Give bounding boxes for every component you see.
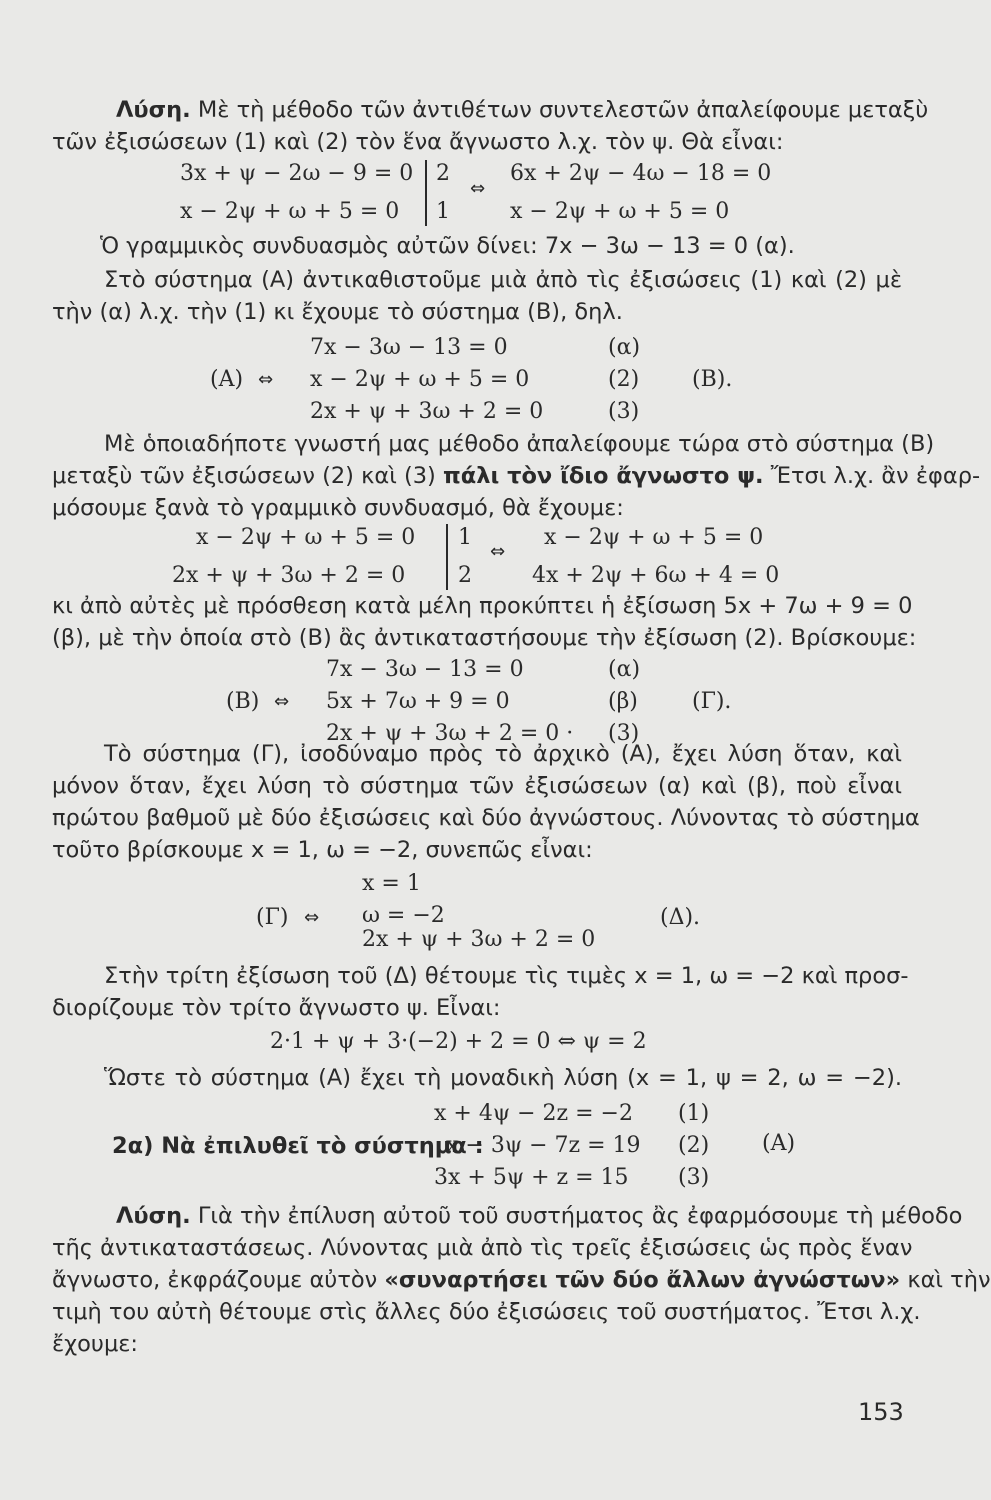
text-line: τιμὴ του αὐτὴ θέτουμε στὶς ἄλλες δύο ἐξισώσεις τοῦ συστήματος. Ἔτσι λ.χ. bbox=[52, 1299, 921, 1325]
equation: x − 3ψ − 7z = 19 bbox=[446, 1133, 641, 1158]
equation: 7x − 3ω − 13 = 0 bbox=[326, 657, 524, 682]
equation-tag: (3) bbox=[678, 1165, 710, 1190]
text-line: τοῦτο βρίσκουμε x = 1, ω = −2, συνεπῶς εἶναι: bbox=[52, 837, 593, 863]
equation-tag: (1) bbox=[678, 1101, 710, 1126]
text-span: Μὲ τὴ μέθοδο τῶν ἀντιθέτων συντελεστῶν ἀπαλείφουμε μεταξὺ bbox=[197, 97, 929, 123]
text-line bbox=[116, 96, 929, 124]
equation: x − 2ψ + ω + 5 = 0 bbox=[180, 199, 400, 224]
text-line: μόσουμε ξανὰ τὸ γραμμικὸ συνδυασμό, θὰ ἔχουμε: bbox=[52, 495, 624, 521]
bold-text: πάλι τὸν ἴδιο ἄγνωστο ψ. bbox=[443, 463, 764, 489]
solution-label: Λύση. bbox=[116, 97, 191, 123]
text-span: μεταξὺ τῶν ἐξισώσεων (2) καὶ (3) bbox=[52, 463, 436, 489]
equivalence-arrow: ⇔ bbox=[470, 178, 486, 199]
multiplier: 2 bbox=[458, 563, 472, 588]
system-label: (Δ). bbox=[660, 905, 701, 930]
system-label: (Γ) bbox=[256, 905, 289, 930]
equation: 4x + 2ψ + 6ω + 4 = 0 bbox=[532, 563, 780, 588]
equation: 5x + 7ω + 9 = 0 bbox=[326, 689, 510, 714]
equation: x − 2ψ + ω + 5 = 0 bbox=[310, 367, 530, 392]
system-label: (Β). bbox=[692, 367, 733, 392]
text-span: καὶ τὴν bbox=[907, 1267, 991, 1293]
text-span: ἄγνωστο, ἐκφράζουμε αὐτὸν bbox=[52, 1267, 378, 1293]
text-span: Γιὰ τὴν ἐπίλυση αὐτοῦ τοῦ συστήματος ἂς ἐφαρμόσουμε τὴ μέθοδο bbox=[197, 1203, 963, 1229]
text-line: Μὲ ὁποιαδήποτε γνωστή μας μέθοδο ἀπαλείφουμε τώρα στὸ σύστημα (Β) bbox=[104, 431, 935, 457]
text-line: κι ἀπὸ αὐτὲς μὲ πρόσθεση κατὰ μέλη προκύπτει ἡ ἐξίσωση 5x + 7ω + 9 = 0 bbox=[52, 593, 913, 619]
equation: ω = −2 bbox=[362, 903, 445, 928]
equation: 2x + ψ + 3ω + 2 = 0 bbox=[362, 927, 596, 952]
equation: x − 2ψ + ω + 5 = 0 bbox=[544, 525, 764, 550]
text-line: ἔχουμε: bbox=[52, 1331, 139, 1357]
equation: 3x + ψ − 2ω − 9 = 0 bbox=[180, 161, 414, 186]
equation: 2x + ψ + 3ω + 2 = 0 bbox=[172, 563, 406, 588]
system-label: (Α) bbox=[210, 367, 244, 392]
equation: 2x + ψ + 3ω + 2 = 0 bbox=[310, 399, 544, 424]
text-line bbox=[52, 462, 981, 490]
text-line: (β), μὲ τὴν ὁποία στὸ (Β) ἂς ἀντικαταστήσουμε τὴν ἐξίσωση (2). Βρίσκουμε: bbox=[52, 625, 917, 651]
equation-tag: (3) bbox=[608, 721, 640, 746]
text-line: διορίζουμε τὸν τρίτο ἄγνωστο ψ. Εἶναι: bbox=[52, 995, 501, 1021]
multiplier: 2 bbox=[436, 161, 450, 186]
equivalence-arrow: ⇔ bbox=[274, 691, 290, 712]
equation-tag: (β) bbox=[608, 689, 638, 714]
text-line bbox=[52, 1266, 991, 1294]
text-span: Ἔτσι λ.χ. ἂν ἐφαρ- bbox=[770, 463, 981, 489]
text-line bbox=[116, 1202, 963, 1230]
separator-bar bbox=[425, 160, 427, 226]
system-label: (Γ). bbox=[692, 689, 732, 714]
multiplier: 1 bbox=[458, 525, 472, 550]
multiplier: 1 bbox=[436, 199, 450, 224]
text-line: Στὴν τρίτη ἐξίσωση τοῦ (Δ) θέτουμε τὶς τιμὲς x = 1, ω = −2 καὶ προσ- bbox=[104, 963, 909, 989]
equivalence-arrow: ⇔ bbox=[304, 907, 320, 928]
equation-tag: (2) bbox=[608, 367, 640, 392]
equation: 7x − 3ω − 13 = 0 bbox=[310, 335, 508, 360]
page-number: 153 bbox=[858, 1398, 904, 1426]
equation: x − 2ψ + ω + 5 = 0 bbox=[510, 199, 730, 224]
system-label: (Α) bbox=[762, 1131, 796, 1156]
exercise-label: 2α) Νὰ ἐπιλυθεῖ τὸ σύστημα : bbox=[112, 1133, 484, 1159]
equation-tag: (2) bbox=[678, 1133, 710, 1158]
text-line: Στὸ σύστημα (Α) ἀντικαθιστοῦμε μιὰ ἀπὸ τὶς ἐξισώσεις (1) καὶ (2) μὲ bbox=[104, 267, 902, 293]
equation: 6x + 2ψ − 4ω − 18 = 0 bbox=[510, 161, 772, 186]
solution-label: Λύση. bbox=[116, 1203, 191, 1229]
equation: 2·1 + ψ + 3·(−2) + 2 = 0 ⇔ ψ = 2 bbox=[270, 1029, 647, 1054]
text-line: Τὸ σύστημα (Γ), ἰσοδύναμο πρὸς τὸ ἀρχικὸ (Α), ἔχει λύση ὅταν, καὶ bbox=[104, 741, 902, 767]
bold-text: «συναρτήσει τῶν δύο ἄλλων ἀγνώστων» bbox=[384, 1267, 901, 1293]
equation: x = 1 bbox=[362, 871, 421, 896]
text-line: τὴν (α) λ.χ. τὴν (1) κι ἔχουμε τὸ σύστημα (Β), δηλ. bbox=[52, 299, 623, 325]
equivalence-arrow: ⇔ bbox=[258, 369, 274, 390]
text-line: Ὁ γραμμικὸς συνδυασμὸς αὐτῶν δίνει: 7x − 3ω − 13 = 0 (α). bbox=[100, 233, 795, 259]
equation: 2x + ψ + 3ω + 2 = 0 · bbox=[326, 721, 574, 746]
equivalence-arrow: ⇔ bbox=[490, 541, 506, 562]
equation-tag: (3) bbox=[608, 399, 640, 424]
text-line: Ὥστε τὸ σύστημα (Α) ἔχει τὴ μοναδικὴ λύση (x = 1, ψ = 2, ω = −2). bbox=[104, 1065, 902, 1091]
text-line: τῶν ἐξισώσεων (1) καὶ (2) τὸν ἕνα ἄγνωστο λ.χ. τὸν ψ. Θὰ εἶναι: bbox=[52, 129, 784, 155]
equation: x + 4ψ − 2z = −2 bbox=[434, 1101, 633, 1126]
text-line: τῆς ἀντικαταστάσεως. Λύνοντας μιὰ ἀπὸ τὶς τρεῖς ἐξισώσεις ὡς πρὸς ἕναν bbox=[52, 1235, 913, 1261]
separator-bar bbox=[446, 524, 448, 590]
equation-tag: (α) bbox=[608, 335, 641, 360]
equation-tag: (α) bbox=[608, 657, 641, 682]
text-line: μόνον ὅταν, ἔχει λύση τὸ σύστημα τῶν ἐξισώσεων (α) καὶ (β), ποὺ εἶναι bbox=[52, 773, 902, 799]
equation: x − 2ψ + ω + 5 = 0 bbox=[196, 525, 416, 550]
system-label: (Β) bbox=[226, 689, 260, 714]
equation: 3x + 5ψ + z = 15 bbox=[434, 1165, 629, 1190]
text-line: πρώτου βαθμοῦ μὲ δύο ἐξισώσεις καὶ δύο ἀγνώστους. Λύνοντας τὸ σύστημα bbox=[52, 805, 920, 831]
